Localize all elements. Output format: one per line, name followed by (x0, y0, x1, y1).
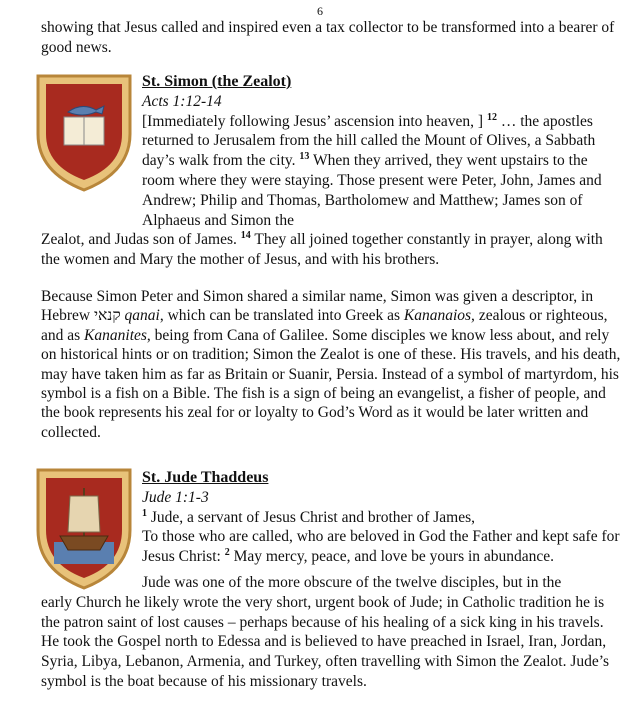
simon-scripture-top: [Immediately following Jesus’ ascension into heaven, ] $^{12}$ … the apostles returned to Jerusalem from the hill called the Mount of Olives, a Sabbath day’s walk from the city. $^{13}$ When they arrived, they went upstairs to the room where they were staying. Those present were Peter, John, James and Andrew; Philip and Thomas, Bartholomew and Matthew; James son of Alphaeus and Simon the (142, 111, 602, 229)
jude-description: early Church he likely wrote the very short, urgent book of Jude; in Catholic tradition he is the patron saint of lost causes – perhaps because of his healing of a sick king in his travels. He took the Gospel north to Edessa and is believed to have preached in Israel, Iran, Jordan, Syria, Libya, Lebanon, Armenia, and Turkey, often travelling with Simon the Zealot. Jude’s symbol is the boat because of his missionary travels. (41, 593, 610, 690)
simon-reference: Acts 1:12-14 (142, 92, 222, 110)
jude-section (41, 468, 621, 692)
simon-title: St. Simon (the Zealot) (142, 73, 292, 90)
jude-description-start: Jude was one of the more obscure of the twelve disciples, but in the (142, 573, 562, 591)
jude-title: St. Jude Thaddeus (142, 469, 269, 486)
intro-paragraph: showing that Jesus called and inspired even a tax collector to be transformed into a bearer of good news. (41, 19, 615, 56)
jude-scripture: $^1$ Jude, a servant of Jesus Christ and brother of James, To those who are called, who are beloved in God the Father and kept safe for Jesus Christ: $^2$ May mercy, peace, and love be yours in abundance. (142, 507, 620, 566)
page-number: 6 (317, 4, 323, 18)
simon-section (41, 72, 621, 270)
simon-scripture-bottom: Zealot, and Judas son of James. $^{14}$ They all joined together constantly in prayer, along with the women and Mary the mother of Jesus, and with his brothers. (41, 230, 603, 269)
jude-reference: Jude 1:1-3 (142, 488, 209, 506)
simon-description: Because Simon Peter and Simon shared a similar name, Simon was given a descriptor, in Hebrew קנאי qanai, which can be translated into Greek as Kananaios, zealous or righteous, and as Kananites, being from Cana of Galilee. Some disciples we know less about, and rely on historical hints or on tradition; Simon the Zealot is one of these. His travels, and his death, may have taken him as far as Britain or Suanir, Persia. Instead of a symbol of martyrdom, his symbol is a fish on a Bible. The fish is a sign of being an evangelist, a fisher of people, and the book represents his zeal for or loyalty to God’s Word as it would be later written and collected. (41, 288, 621, 441)
